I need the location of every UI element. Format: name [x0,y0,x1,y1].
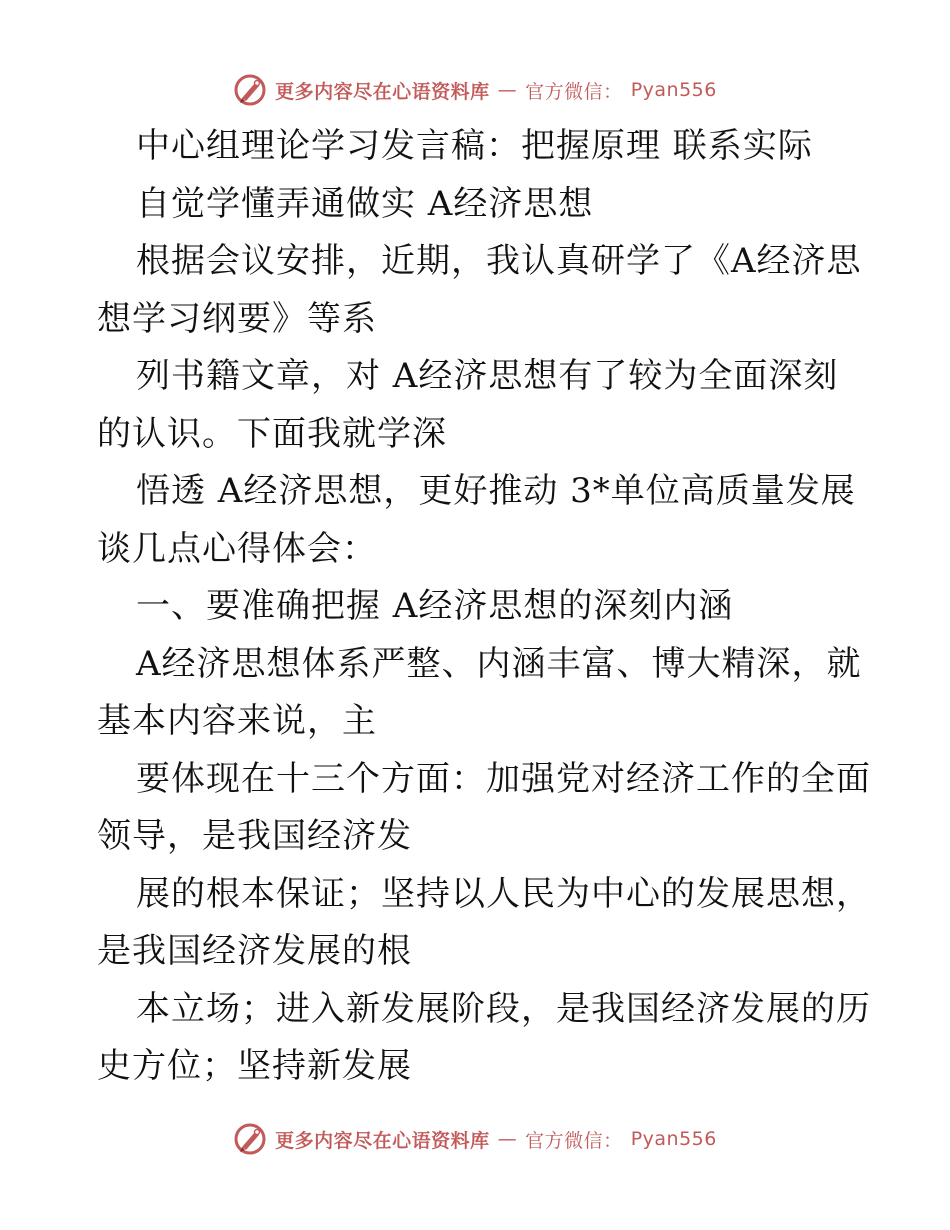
footer-watermark [0,1122,950,1156]
brand-text: 更多内容尽在心语资料库 [275,1129,490,1152]
doc-line: 展的根本保证；坚持以人民为中心的发展思想， [136,873,871,914]
wechat-label: 官方微信： [525,80,623,103]
pen-logo-icon [233,1122,267,1156]
doc-line: 想学习纲要》等系 [97,298,377,339]
doc-line: 领导，是我国经济发 [97,816,412,856]
doc-line: 是我国经济发展的根 [97,931,412,971]
wechat-id: Pyan556 [630,79,717,101]
brand-text: 更多内容尽在心语资料库 [275,80,490,103]
brand-separator: — [497,1128,518,1150]
document-body [97,118,871,1096]
doc-line: 自觉学懂弄通做实 A经济思想 [136,183,594,224]
doc-line: 谈几点心得体会： [97,528,377,569]
brand-separator: — [497,79,518,101]
doc-line: 的认识。下面我就学深 [97,413,447,454]
pen-logo-icon [233,73,267,107]
wechat-label: 官方微信： [525,1129,623,1152]
doc-line: 根据会议安排，近期，我认真研学了《A经济思 [136,241,862,281]
doc-line: 悟透 A经济思想，更好推动 3*单位高质量发展 [136,471,856,511]
doc-line: 中心组理论学习发言稿：把握原理 联系实际 [136,126,813,166]
doc-line: 列书籍文章，对 A经济思想有了较为全面深刻 [136,356,839,396]
doc-line: 一、要准确把握 A经济思想的深刻内涵 [136,586,734,626]
doc-line: 要体现在十三个方面：加强党对经济工作的全面 [136,758,871,799]
header-watermark [0,73,950,107]
doc-line: 史方位；坚持新发展 [97,1046,412,1086]
doc-line: 本立场；进入新发展阶段，是我国经济发展的历 [136,988,871,1029]
doc-line: 基本内容来说，主 [97,701,377,741]
doc-line: A经济思想体系严整、内涵丰富、博大精深，就 [136,643,862,684]
wechat-id: Pyan556 [630,1128,717,1150]
